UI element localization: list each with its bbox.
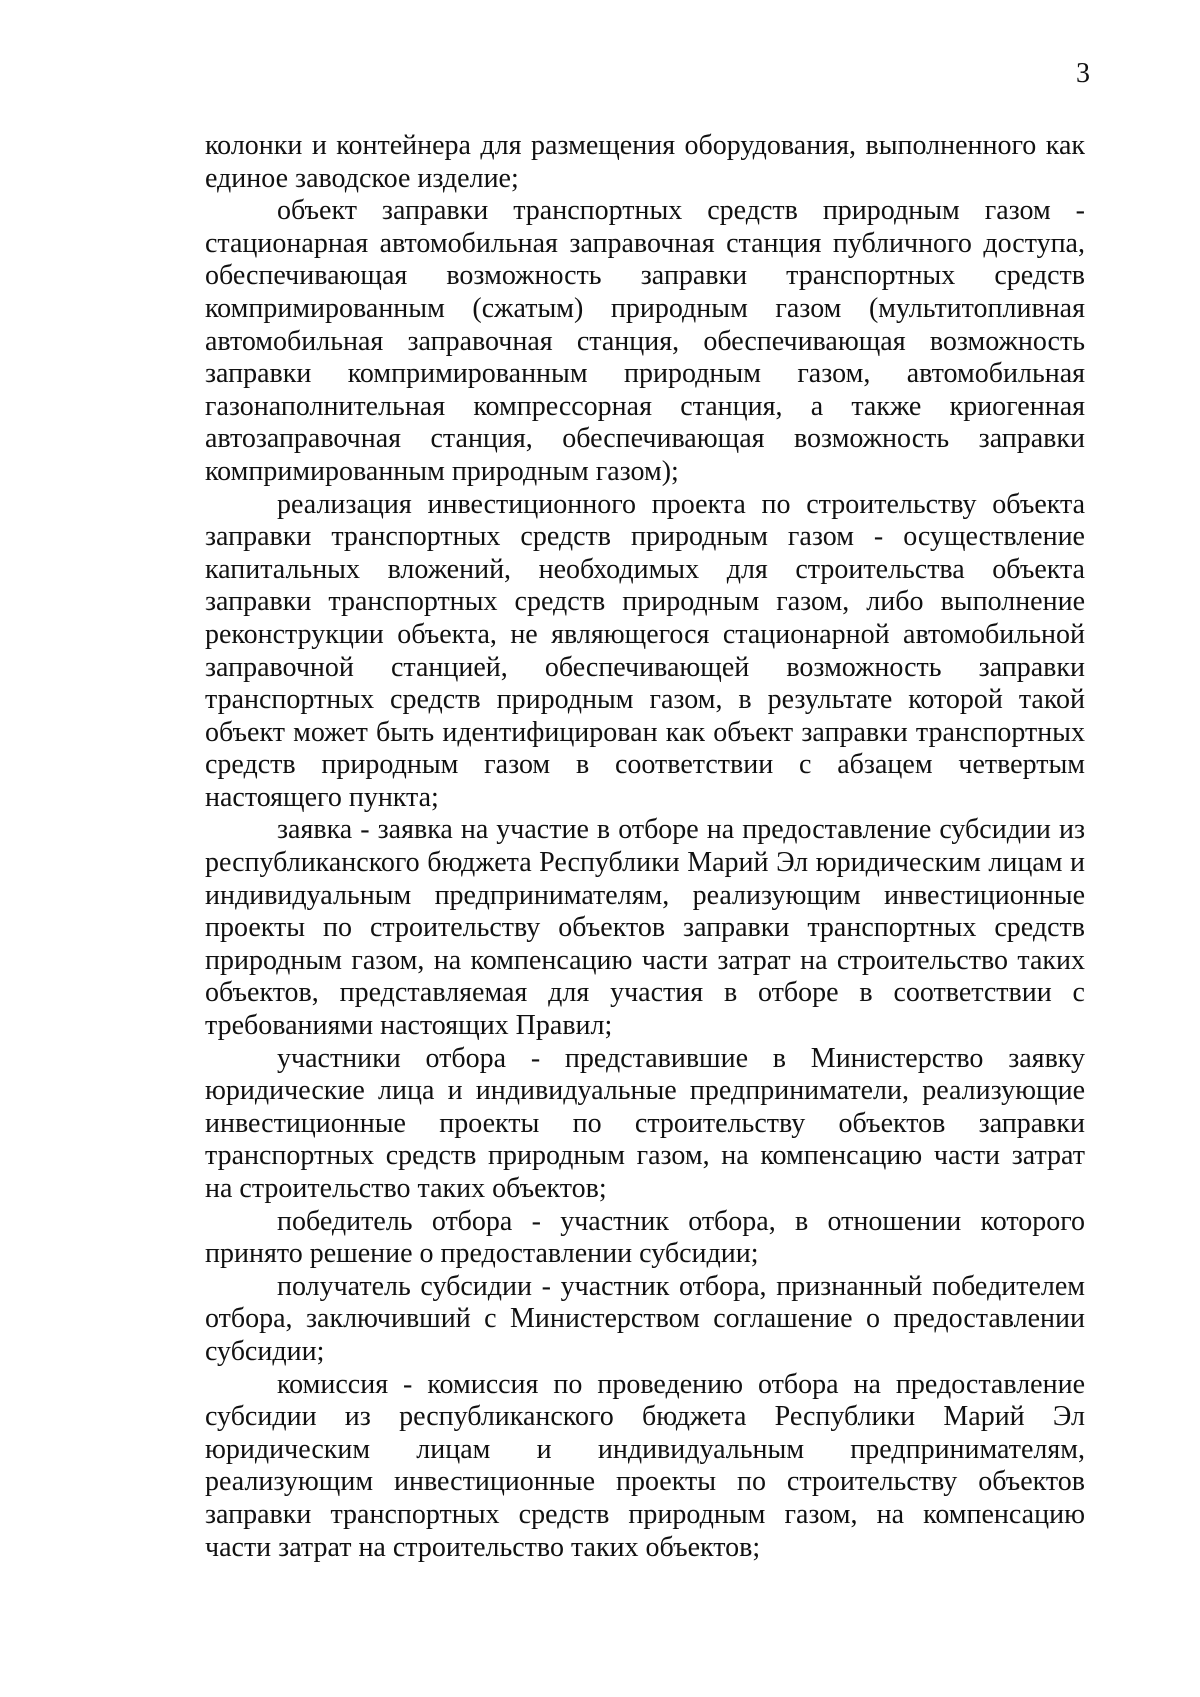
page-number: 3 [1076,58,1090,89]
paragraph-definition-winner: победитель отбора - участник отбора, в отношении которого принято решение о предоставлении субсидии; [205,1205,1085,1270]
document-body [205,130,1085,1564]
paragraph-definition-recipient: получатель субсидии - участник отбора, признанный победителем отбора, заключивший с Министерством соглашение о предоставлении субсидии; [205,1270,1085,1367]
paragraph-definition-project-implementation: реализация инвестиционного проекта по строительству объекта заправки транспортных средств природным газом - осуществление капитальных вложений, необходимых для строительства объекта заправки транспортных средств природным газом, либо выполнение реконструкции объекта, не являющегося стационарной автомобильной заправочной станцией, обеспечивающей возможность заправки транспортных средств природным газом, в результате которой такой объект может быть идентифицирован как объект заправки транспортных средств природным газом в соответствии с абзацем четвертым настоящего пункта; [205,488,1085,813]
paragraph-definition-application: заявка - заявка на участие в отборе на предоставление субсидии из республиканского бюджета Республики Марий Эл юридическим лицам и индивидуальным предпринимателям, реализующим инвестиционные проекты по строительству объектов заправки транспортных средств природным газом, на компенсацию части затрат на строительство таких объектов, представляемая для участия в отборе в соответствии с требованиями настоящих Правил; [205,814,1085,1042]
paragraph-definition-commission: комиссия - комиссия по проведению отбора на предоставление субсидии из республиканского бюджета Республики Марий Эл юридическим лицам и индивидуальным предпринимателям, реализующим инвестиционные проекты по строительству объектов заправки транспортных средств природным газом, на компенсацию части затрат на строительство таких объектов; [205,1368,1085,1563]
paragraph-definition-fueling-object: объект заправки транспортных средств природным газом - стационарная автомобильная заправочная станция публичного доступа, обеспечивающая возможность заправки транспортных средств компримированным (сжатым) природным газом (мультитопливная автомобильная заправочная станция, обеспечивающая возможность заправки компримированным природным газом, автомобильная газонаполнительная компрессорная станция, а также криогенная автозаправочная станция, обеспечивающая возможность заправки компримированным природным газом); [205,195,1085,487]
paragraph-continuation: колонки и контейнера для размещения оборудования, выполненного как единое заводское изделие; [205,130,1085,194]
paragraph-definition-participants: участники отбора - представившие в Министерство заявку юридические лица и индивидуальные предприниматели, реализующие инвестиционные проекты по строительству объектов заправки транспортных средств природным газом, на компенсацию части затрат на строительство таких объектов; [205,1042,1085,1204]
